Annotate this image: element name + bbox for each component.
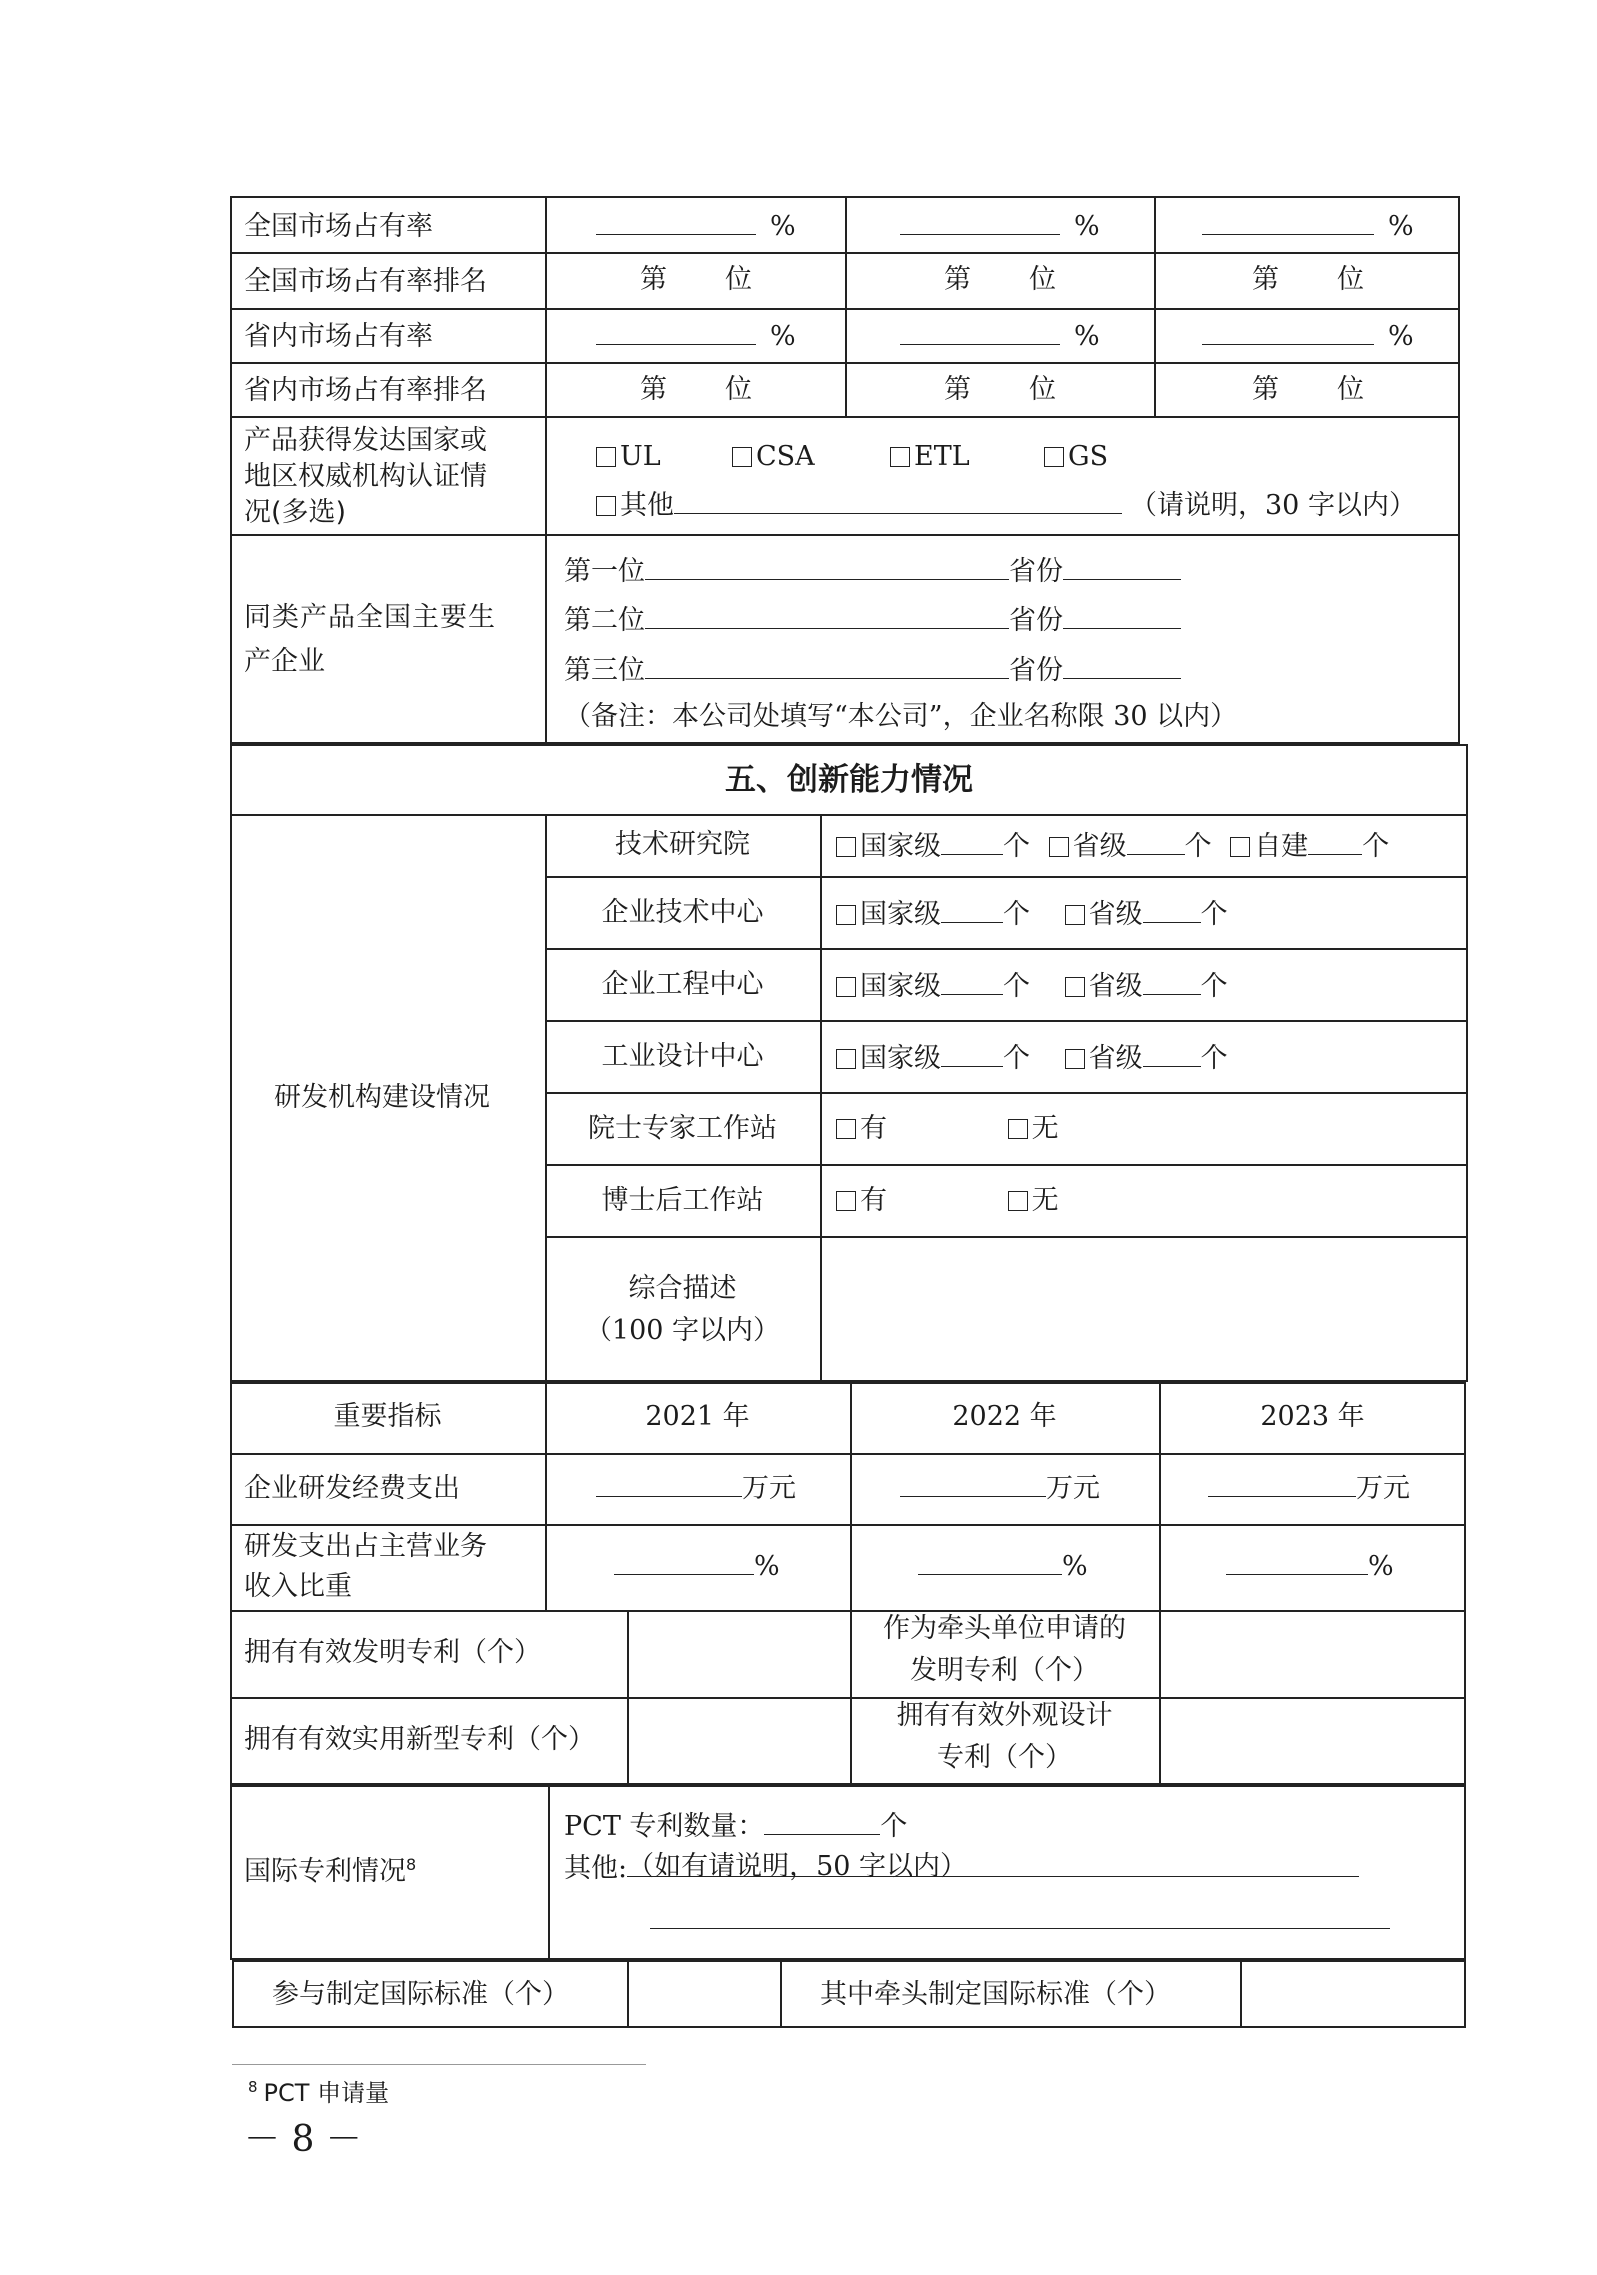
provincial-rank-label: 省内市场占有率排名 [244,375,487,406]
national-share-label: 全国市场占有率 [244,211,433,242]
page-number: － 8 － [244,2119,362,2160]
rd-ratio-label-line2: 收入比重 [244,1571,352,1602]
rd-row-options[interactable]: 有 无 [836,1184,1059,1218]
national-rank-2023[interactable]: 第 位 [1252,264,1364,295]
provincial-share-2022[interactable]: % [900,318,1100,354]
participate-standards-label: 参与制定国际标准（个） [272,1979,569,2010]
rd-row-options[interactable]: 国家级 个 省级 个 自建 个 [836,828,1389,864]
producers-note: （备注：本公司处填写“本公司”，企业名称限 30 以内） [564,701,1238,732]
producers-label-line2: 产企业 [244,646,325,677]
provincial-rank-2023[interactable]: 第 位 [1252,374,1364,405]
cert-option-etl[interactable]: ETL [890,440,970,474]
provincial-share-label: 省内市场占有率 [244,321,433,352]
checkbox[interactable] [890,447,910,467]
rd-label: 研发机构建设情况 [274,1082,490,1113]
checkbox[interactable] [1065,977,1085,997]
checkbox[interactable] [1230,837,1250,857]
year-2022: 2022 年 [952,1401,1057,1432]
rd-row-name: 工业设计中心 [601,1041,764,1072]
provincial-share-2023[interactable]: % [1202,318,1414,354]
rd-row-name: 企业技术中心 [601,897,764,928]
utility-patents-label: 拥有有效实用新型专利（个） [244,1724,595,1755]
provincial-share-2021[interactable]: % [596,318,796,354]
checkbox[interactable] [836,905,856,925]
intl-other[interactable]: 其他: （如有请说明，50 字以内） [564,1850,1359,1886]
certification-label-line2: 地区权威机构认证情 [244,461,487,492]
checkbox[interactable] [836,837,856,857]
national-share-2022[interactable]: % [900,208,1100,244]
rd-desc-field[interactable] [822,1238,1466,1380]
rd-desc-line1: 综合描述 [628,1273,737,1304]
checkbox[interactable] [1065,1049,1085,1069]
rd-ratio-label-line1: 研发支出占主营业务 [244,1531,487,1562]
footnote-divider [232,2064,646,2065]
cert-option-csa[interactable]: CSA [732,440,815,474]
rd-row-name: 博士后工作站 [601,1185,764,1216]
producer-rank-3[interactable]: 第三位 省份 [564,652,1181,688]
checkbox[interactable] [1008,1191,1028,1211]
lead-standards-label: 其中牵头制定国际标准（个） [820,1979,1171,2010]
checkbox[interactable] [836,1049,856,1069]
rd-row-name: 院士专家工作站 [588,1113,777,1144]
footnote: $^8$ PCT 申请量 [248,2078,390,2107]
checkbox[interactable] [836,1191,856,1211]
provincial-rank-2022[interactable]: 第 位 [944,374,1056,405]
checkbox[interactable] [1044,447,1064,467]
rd-row-options[interactable]: 国家级 个 省级 个 [836,1040,1228,1076]
checkbox[interactable] [1008,1119,1028,1139]
producer-rank-1[interactable]: 第一位 省份 [564,553,1181,589]
rd-ratio-2021[interactable]: % [614,1548,780,1584]
national-rank-2022[interactable]: 第 位 [944,264,1056,295]
rd-row-name: 企业工程中心 [601,969,764,1000]
lead-patents-label-line2: 发明专利（个） [910,1655,1099,1686]
rd-expense-2022[interactable]: 万元 [900,1470,1100,1506]
design-patents-label-line2: 专利（个） [937,1742,1072,1773]
rd-desc-line2: （100 字以内） [584,1315,781,1346]
checkbox[interactable] [836,977,856,997]
provincial-rank-2021[interactable]: 第 位 [640,374,752,405]
national-rank-label: 全国市场占有率排名 [244,266,487,297]
national-share-2023[interactable]: % [1202,208,1414,244]
cert-option-other[interactable]: 其他 （请说明，30 字以内） [596,487,1416,523]
rd-row-options[interactable]: 有 无 [836,1112,1059,1146]
national-rank-2021[interactable]: 第 位 [640,264,752,295]
lead-patents-label-line1: 作为牵头单位申请的 [883,1613,1126,1644]
producer-rank-2[interactable]: 第二位 省份 [564,602,1181,638]
intl-other-line2[interactable] [650,1928,1390,1929]
design-patents-label-line1: 拥有有效外观设计 [896,1700,1113,1731]
checkbox[interactable] [1049,837,1069,857]
indicators-header: 重要指标 [333,1401,442,1432]
year-2023: 2023 年 [1260,1401,1365,1432]
certification-label-line3: 况(多选) [244,497,347,528]
checkbox[interactable] [1065,905,1085,925]
rd-row-options[interactable]: 国家级 个 省级 个 [836,968,1228,1004]
national-share-2021[interactable]: % [596,208,796,244]
certification-label-line1: 产品获得发达国家或 [244,425,487,456]
section-5-title: 五、创新能力情况 [725,762,973,798]
year-2021: 2021 年 [645,1401,750,1432]
intl-patents-label: 国际专利情况$^8$ [244,1855,417,1887]
rd-row-name: 技术研究院 [615,829,750,860]
rd-row-options[interactable]: 国家级 个 省级 个 [836,896,1228,932]
cert-option-gs[interactable]: GS [1044,440,1108,474]
invention-patents-label: 拥有有效发明专利（个） [244,1637,541,1668]
rd-expense-2021[interactable]: 万元 [596,1470,796,1506]
rd-ratio-2023[interactable]: % [1226,1548,1394,1584]
rd-expense-2023[interactable]: 万元 [1208,1470,1410,1506]
checkbox[interactable] [596,496,616,516]
pct-count[interactable]: PCT 专利数量： 个 [564,1808,907,1844]
producers-label-line1: 同类产品全国主要生 [244,602,496,633]
checkbox[interactable] [732,447,752,467]
checkbox[interactable] [836,1119,856,1139]
cert-option-ul[interactable]: UL [596,440,661,474]
rd-ratio-2022[interactable]: % [918,1548,1088,1584]
checkbox[interactable] [596,447,616,467]
rd-expense-label: 企业研发经费支出 [244,1473,460,1504]
